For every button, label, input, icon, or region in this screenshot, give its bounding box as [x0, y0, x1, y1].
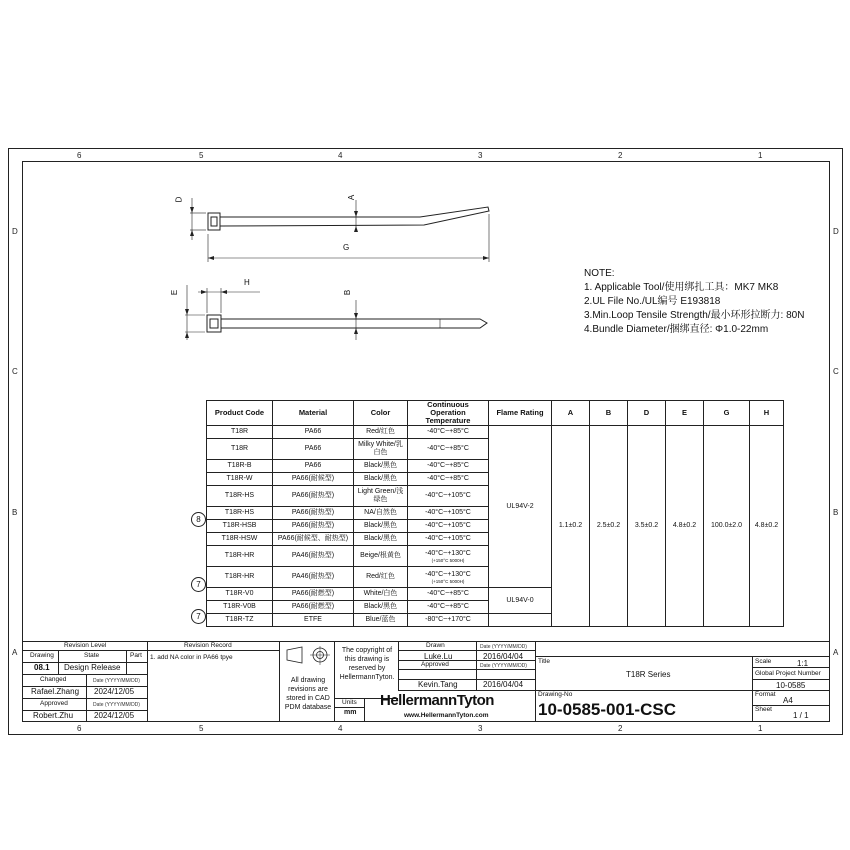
- divider: [147, 650, 279, 651]
- cell-code: T18R-HR: [207, 567, 273, 588]
- dim-label-H: H: [244, 278, 250, 287]
- zone-top-1: 1: [758, 151, 763, 160]
- cell-material: PA66(耐燃型): [273, 601, 354, 614]
- cell-dim-A: 1.1±0.2: [552, 426, 590, 627]
- zone-bottom-6: 6: [77, 724, 82, 733]
- zone-left-B: B: [12, 508, 18, 517]
- divider: [752, 656, 753, 722]
- table-row: [207, 426, 784, 439]
- header-E: E: [666, 401, 704, 426]
- zone-top-2: 2: [618, 151, 623, 160]
- cell-temp: -40°C~+85°C: [408, 439, 489, 460]
- state-label: State: [84, 652, 100, 659]
- cell-code: T18R-HR: [207, 546, 273, 567]
- zone-left-A: A: [12, 648, 18, 657]
- divider: [398, 641, 399, 691]
- divider: [535, 641, 536, 722]
- cell-code: T18R-HS: [207, 507, 273, 520]
- cell-color: Beige/根黄色: [354, 546, 408, 567]
- global-project-number-value: 10-0585: [776, 681, 806, 690]
- divider: [398, 690, 535, 691]
- changed-date: 2024/12/05: [94, 687, 135, 696]
- note-line-1: 1. Applicable Tool/使用绑扎工具：MK7 MK8: [584, 282, 779, 293]
- cell-temp: -80°C~+170°C: [408, 614, 489, 627]
- cad-storage-note: All drawing revisions are stored in CAD PDM database: [284, 677, 332, 711]
- table-header-row: [207, 401, 784, 426]
- cell-code: T18R-V0: [207, 588, 273, 601]
- cell-material: PA46(耐热型): [273, 546, 354, 567]
- cell-material: PA66: [273, 460, 354, 473]
- zone-left-C: C: [12, 367, 18, 376]
- cell-code: T18R-W: [207, 473, 273, 486]
- cell-material: PA66(耐热型): [273, 520, 354, 533]
- cell-color: Black/黑色: [354, 473, 408, 486]
- zone-bottom-4: 4: [338, 724, 343, 733]
- divider: [398, 650, 535, 651]
- drawn-date: 2016/04/04: [483, 652, 524, 661]
- drawn-date-format: Date (YYYY/MM/DD): [480, 644, 527, 650]
- zone-right-C: C: [833, 367, 839, 376]
- cell-temp: -40°C~+85°C: [408, 460, 489, 473]
- cell-dim-H: 4.8±0.2: [750, 426, 784, 627]
- note-line-3: 3.Min.Loop Tensile Strength/最小环形拉断力: 80N: [584, 310, 805, 321]
- notes-block: [584, 267, 804, 337]
- state-value: Design Release: [64, 663, 121, 672]
- cell-code: T18R-TZ: [207, 614, 273, 627]
- divider: [752, 679, 830, 680]
- part-label: Part: [130, 652, 142, 659]
- zone-right-D: D: [833, 227, 839, 236]
- cell-color: Black/黑色: [354, 533, 408, 546]
- dim-label-A: A: [347, 194, 357, 201]
- cell-material: PA66(耐候型): [273, 473, 354, 486]
- approved-by: Robert.Zhu: [33, 711, 74, 720]
- cell-temp: [408, 567, 489, 588]
- changed-date-format: Date (YYYY/MM/DD): [93, 678, 140, 684]
- cell-material: PA66: [273, 439, 354, 460]
- cell-color: Black/黑色: [354, 601, 408, 614]
- divider: [279, 641, 280, 722]
- header-material: Material: [273, 401, 354, 426]
- cell-material: PA66(耐热型): [273, 486, 354, 507]
- cell-temp: -40°C~+85°C: [408, 588, 489, 601]
- drawn-by: Luke.Lu: [424, 652, 453, 661]
- approved-label: Approved: [40, 700, 68, 707]
- divider: [334, 707, 364, 708]
- cell-temp: -40°C~+105°C: [408, 507, 489, 520]
- hellermanntyton-logo: HellermannTyton: [380, 692, 494, 709]
- divider: [752, 667, 830, 668]
- zone-bottom-5: 5: [199, 724, 204, 733]
- cell-color: Milky White/乳白色: [354, 439, 408, 460]
- temp-main: -40°C~+130°C: [425, 570, 471, 578]
- divider: [22, 698, 147, 699]
- units-value: mm: [344, 709, 357, 716]
- header-B: B: [590, 401, 628, 426]
- drawing-no-label: Drawing-No: [538, 691, 573, 698]
- tb-approved-by: Kevin.Tang: [418, 680, 458, 689]
- cell-material: PA66(耐候型、耐热型): [273, 533, 354, 546]
- divider: [364, 698, 365, 722]
- zone-bottom-2: 2: [618, 724, 623, 733]
- cell-temp: -40°C~+105°C: [408, 533, 489, 546]
- zone-right-A: A: [833, 648, 839, 657]
- approved-date-format: Date (YYYY/MM/DD): [93, 702, 140, 708]
- cell-color: Black/黑色: [354, 460, 408, 473]
- spec-table: [206, 400, 784, 627]
- zone-right-B: B: [833, 508, 839, 517]
- cell-dim-G: 100.0±2.0: [704, 426, 750, 627]
- cell-code: T18R-B: [207, 460, 273, 473]
- sheet-label: Sheet: [755, 706, 772, 713]
- scale-value: 1:1: [797, 659, 809, 668]
- revision-marker: 7: [191, 577, 206, 592]
- tb-approved-label: Approved: [421, 661, 449, 668]
- revision-record-text: 1. add NA color in PA66 tpye: [150, 654, 233, 661]
- divider: [126, 650, 127, 674]
- cell-temp: -40°C~+85°C: [408, 426, 489, 439]
- divider: [398, 669, 535, 670]
- cell-temp: -40°C~+105°C: [408, 486, 489, 507]
- divider: [22, 674, 147, 675]
- header-product-code: Product Code: [207, 401, 273, 426]
- copyright-note: The copyright of this drawing is reserved by HellermannTyton.: [339, 647, 395, 681]
- cell-dim-E: 4.8±0.2: [666, 426, 704, 627]
- sheet-value: 1 / 1: [793, 711, 809, 720]
- divider: [86, 674, 87, 722]
- cell-color: White/白色: [354, 588, 408, 601]
- website-link[interactable]: www.HellermannTyton.com: [404, 712, 489, 719]
- zone-top-6: 6: [77, 151, 82, 160]
- changed-by: Rafael.Zhang: [31, 687, 80, 696]
- zone-bottom-1: 1: [758, 724, 763, 733]
- header-flame-rating: Flame Rating: [489, 401, 552, 426]
- cell-material: PA46(耐热型): [273, 567, 354, 588]
- notes-title: NOTE:: [584, 268, 615, 279]
- cell-code: T18R-HSB: [207, 520, 273, 533]
- header-A: A: [552, 401, 590, 426]
- cell-color: NA/自然色: [354, 507, 408, 520]
- cell-dim-B: 2.5±0.2: [590, 426, 628, 627]
- divider: [147, 641, 148, 722]
- cell-material: PA66(耐热型): [273, 507, 354, 520]
- tb-approved-date-format: Date (YYYY/MM/DD): [480, 663, 527, 669]
- zone-top-4: 4: [338, 151, 343, 160]
- divider: [58, 650, 59, 674]
- tb-approved-date: 2016/04/04: [483, 680, 524, 689]
- header-G: G: [704, 401, 750, 426]
- header-H: H: [750, 401, 784, 426]
- zone-bottom-3: 3: [478, 724, 483, 733]
- dim-label-G: G: [343, 243, 350, 252]
- drawn-label: Drawn: [426, 642, 445, 649]
- changed-label: Changed: [40, 676, 67, 683]
- note-line-2: 2.UL File No./UL编号 E193818: [584, 296, 721, 307]
- divider: [22, 650, 147, 651]
- format-label: Format: [755, 691, 776, 698]
- header-temperature: Continuous Operation Temperature: [408, 401, 489, 426]
- cell-temp: [408, 546, 489, 567]
- cell-temp: -40°C~+105°C: [408, 520, 489, 533]
- divider: [334, 641, 335, 722]
- cell-code: T18R: [207, 439, 273, 460]
- revision-marker: 8: [191, 512, 206, 527]
- cell-code: T18R: [207, 426, 273, 439]
- cable-tie-drawing: [0, 0, 850, 400]
- divider: [476, 641, 477, 691]
- projection-symbol-icon: [284, 645, 332, 667]
- dim-label-B: B: [343, 289, 353, 296]
- cell-color: Red/红色: [354, 426, 408, 439]
- drawing-number: 10-0585-001-CSC: [538, 700, 676, 719]
- drawing-value: 08.1: [34, 663, 50, 672]
- cell-color: Blue/蓝色: [354, 614, 408, 627]
- temp-sub: (+150°C 5000H): [431, 557, 465, 563]
- note-line-4: 4.Bundle Diameter/捆绑直径: Φ1.0-22mm: [584, 324, 769, 335]
- global-project-number-label: Global Project Number: [755, 670, 821, 677]
- zone-top-3: 3: [478, 151, 483, 160]
- revision-marker: 7: [191, 609, 206, 624]
- cell-color: Light Green/浅绿色: [354, 486, 408, 507]
- dim-label-D: D: [174, 196, 184, 203]
- cell-temp: -40°C~+85°C: [408, 601, 489, 614]
- cell-flame-empty: [489, 614, 552, 627]
- cell-temp: -40°C~+85°C: [408, 473, 489, 486]
- cell-material: PA66(耐燃型): [273, 588, 354, 601]
- zone-left-D: D: [12, 227, 18, 236]
- temp-main: -40°C~+130°C: [425, 549, 471, 557]
- title-label: Title: [538, 658, 551, 665]
- cell-code: T18R-HSW: [207, 533, 273, 546]
- title-value: T18R Series: [626, 670, 671, 679]
- zone-top-5: 5: [199, 151, 204, 160]
- cell-flame-v2: UL94V-2: [489, 426, 552, 588]
- cell-color: Red/红色: [354, 567, 408, 588]
- format-value: A4: [783, 696, 793, 705]
- revision-record-label: Revision Record: [184, 642, 232, 649]
- revision-level-label: Revision Level: [64, 642, 107, 649]
- dim-label-E: E: [170, 289, 180, 296]
- divider: [535, 690, 830, 691]
- temp-sub: (+150°C 5000H): [431, 578, 465, 584]
- scale-label: Scale: [755, 658, 772, 665]
- cell-flame-v0: UL94V-0: [489, 588, 552, 614]
- divider: [535, 656, 830, 657]
- approved-date: 2024/12/05: [94, 711, 135, 720]
- cell-code: T18R-V0B: [207, 601, 273, 614]
- cell-code: T18R-HS: [207, 486, 273, 507]
- cell-material: PA66: [273, 426, 354, 439]
- cell-color: Black/黑色: [354, 520, 408, 533]
- cell-dim-D: 3.5±0.2: [628, 426, 666, 627]
- header-color: Color: [354, 401, 408, 426]
- header-D: D: [628, 401, 666, 426]
- units-label: Units: [342, 699, 357, 706]
- cell-material: ETFE: [273, 614, 354, 627]
- drawing-label: Drawing: [30, 652, 54, 659]
